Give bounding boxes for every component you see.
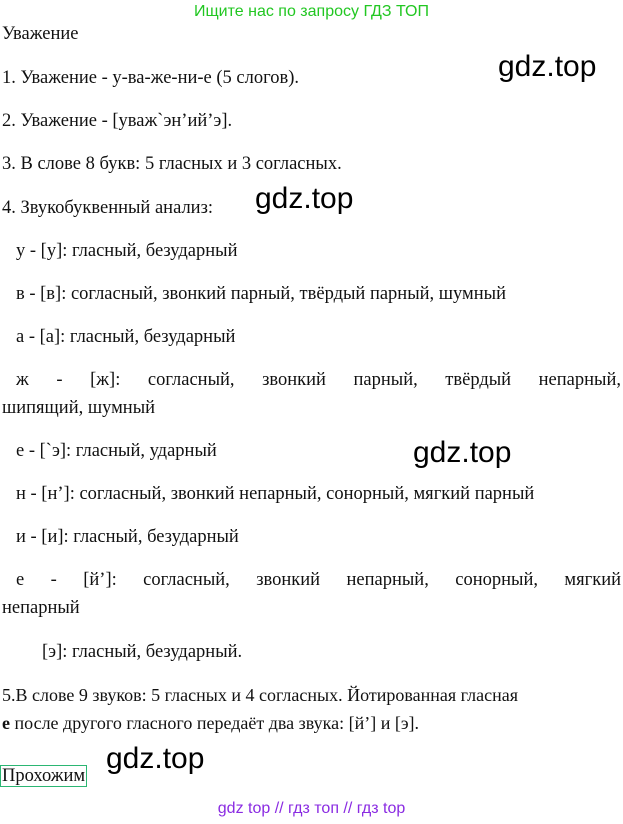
analysis-e-jot-line2: непарный [2,598,80,618]
analysis-zh-line2: шипящий, шумный [2,398,156,418]
last-word [0,764,621,788]
watermark-4: gdz.top [106,742,205,775]
item-letter-count: 3. В слове 8 букв: 5 гласных и 3 согласных. [2,154,342,174]
analysis-e-stressed: е - [`э]: гласный, ударный [16,441,217,461]
watermark-2: gdz.top [255,182,354,215]
analysis-zh-line1: ж - [ж]: согласный, звонкий парный, твёрдый непарный, [16,370,621,390]
item-syllables: 1. Уважение - у-ва-же-ни-е (5 слогов). [2,68,299,88]
watermark-1: gdz.top [498,50,597,83]
analysis-a: а - [а]: гласный, безударный [16,327,236,347]
analysis-e-jot-line1: е - [й’]: согласный, звонкий непарный, сонорный, мягкий [16,570,621,590]
conclusion-line2 [2,711,621,735]
conclusion-line2-text: после другого гласного передаёт два звука: [й’] и [э]. [10,713,420,733]
bold-letter-e: е [2,713,10,733]
conclusion-line1: 5.В слове 9 звуков: 5 гласных и 4 согласных. Йотированная гласная [2,685,518,705]
analysis-i: и - [и]: гласный, безударный [16,527,239,547]
search-banner: Ищите нас по запросу ГДЗ ТОП [194,3,429,20]
document-title: Уважение [2,24,79,44]
watermark-3: gdz.top [413,436,512,469]
analysis-u: у - [у]: гласный, безударный [16,241,238,261]
analysis-e-vowel: [э]: гласный, безударный. [42,642,243,662]
footer-links: gdz top // гдз топ // гдз top [217,800,406,817]
analysis-n: н - [н’]: согласный, звонкий непарный, сонорный, мягкий парный [16,484,535,504]
item-analysis-heading: 4. Звукобуквенный анализ: [2,198,214,218]
analysis-v: в - [в]: согласный, звонкий парный, твёрдый парный, шумный [16,284,506,304]
item-transcription: 2. Уважение - [уваж`эн’ий’э]. [2,111,233,131]
last-word-boxed: Прохожим [2,766,86,786]
